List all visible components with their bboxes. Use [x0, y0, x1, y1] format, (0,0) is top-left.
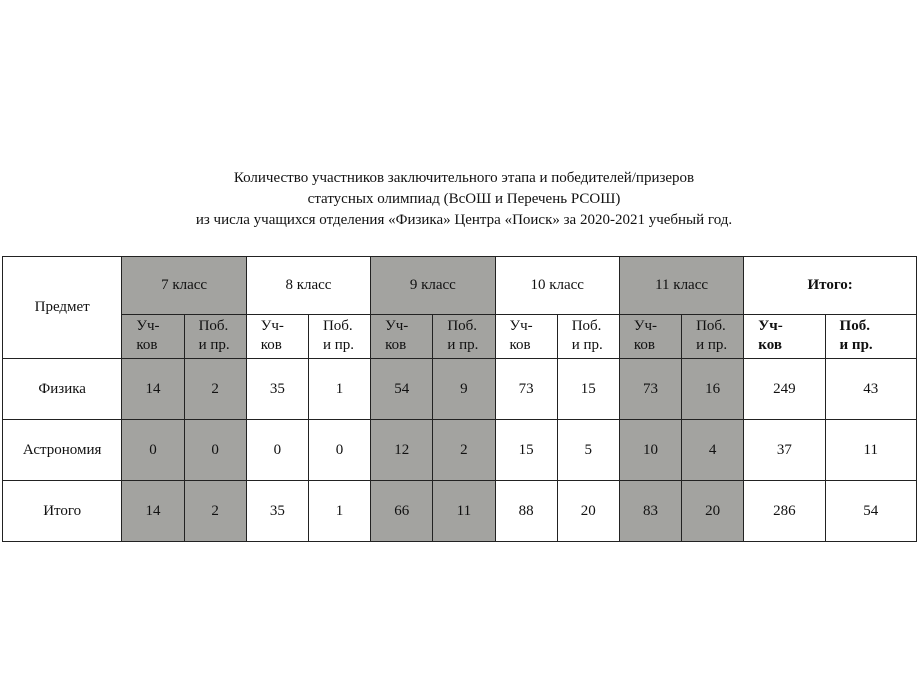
table-row — [3, 481, 917, 542]
group-header-10: 10 класс — [495, 257, 619, 315]
table-cell: 0 — [308, 420, 370, 481]
table-cell: 35 — [246, 359, 308, 420]
sub-header-bottom: и пр. — [198, 337, 230, 353]
table-cell: 0 — [122, 420, 184, 481]
sub-header-bottom: и пр. — [696, 337, 728, 353]
sub-header-winners — [682, 315, 744, 359]
sub-header-top: Уч- — [633, 318, 658, 334]
sub-header-participants — [371, 315, 433, 359]
sub-header-winners — [557, 315, 619, 359]
group-header-11: 11 класс — [619, 257, 743, 315]
table-cell: 15 — [495, 420, 557, 481]
document-title — [0, 168, 918, 231]
header-row-sub — [3, 315, 917, 359]
row-subject: Астрономия — [3, 420, 122, 481]
table-cell: 37 — [744, 420, 825, 481]
sub-header-top: Поб. — [447, 318, 478, 334]
sub-header-bottom: ков — [633, 337, 655, 353]
sub-header-participants — [495, 315, 557, 359]
row-subject: Физика — [3, 359, 122, 420]
table-cell: 1 — [308, 359, 370, 420]
sub-header-top: Уч- — [385, 318, 409, 334]
sub-header-participants — [122, 315, 184, 359]
sub-header-bottom: и пр. — [839, 337, 873, 353]
sub-header-bottom: и пр. — [322, 337, 354, 353]
table-cell: 12 — [371, 420, 433, 481]
sub-header-top: Уч- — [136, 318, 160, 334]
table-cell: 1 — [308, 481, 370, 542]
table-cell: 83 — [619, 481, 681, 542]
sub-header-top: Уч- — [260, 318, 284, 334]
sub-header-top: Поб. — [839, 318, 870, 334]
sub-header-participants — [619, 315, 681, 359]
sub-header-top: Поб. — [322, 318, 353, 334]
row-subject: Итого — [3, 481, 122, 542]
sub-header-bottom: и пр. — [571, 337, 603, 353]
table-cell: 11 — [825, 420, 916, 481]
table-cell: 11 — [433, 481, 495, 542]
table-cell: 88 — [495, 481, 557, 542]
table-cell: 73 — [495, 359, 557, 420]
table-cell: 15 — [557, 359, 619, 420]
sub-header-bottom: ков — [136, 337, 158, 353]
table-cell: 14 — [122, 481, 184, 542]
table-cell: 10 — [619, 420, 681, 481]
table-cell: 9 — [433, 359, 495, 420]
table-cell: 0 — [184, 420, 246, 481]
table-row — [3, 359, 917, 420]
table-cell: 286 — [744, 481, 825, 542]
sub-header-bottom: и пр. — [447, 337, 479, 353]
title-line-3: из числа учащихся отделения «Физика» Центра «Поиск» за 2020-2021 учебный год. — [195, 212, 733, 228]
group-header-7: 7 класс — [122, 257, 246, 315]
title-line-2: статусных олимпиад (ВсОШ и Перечень РСОШ) — [307, 191, 621, 207]
table-cell: 2 — [184, 481, 246, 542]
table-row — [3, 420, 917, 481]
table-cell: 4 — [682, 420, 744, 481]
table-cell: 5 — [557, 420, 619, 481]
table-cell: 249 — [744, 359, 825, 420]
header-row-groups — [3, 257, 917, 315]
table-cell: 20 — [557, 481, 619, 542]
table-cell: 54 — [825, 481, 916, 542]
subject-header: Предмет — [3, 257, 122, 359]
sub-header-bottom: ков — [509, 337, 531, 353]
table-cell: 0 — [246, 420, 308, 481]
table-cell: 54 — [371, 359, 433, 420]
group-header-8: 8 класс — [246, 257, 370, 315]
sub-header-participants — [246, 315, 308, 359]
table-cell: 73 — [619, 359, 681, 420]
sub-header-top: Поб. — [198, 318, 229, 334]
sub-header-bottom: ков — [758, 337, 782, 353]
table-cell: 2 — [184, 359, 246, 420]
sub-header-winners — [184, 315, 246, 359]
sub-header-bottom: ков — [385, 337, 407, 353]
sub-header-winners — [825, 315, 916, 359]
table-cell: 16 — [682, 359, 744, 420]
table-cell: 43 — [825, 359, 916, 420]
sub-header-bottom: ков — [260, 337, 282, 353]
sub-header-winners — [308, 315, 370, 359]
sub-header-top: Уч- — [509, 318, 533, 334]
table-cell: 14 — [122, 359, 184, 420]
table-cell: 35 — [246, 481, 308, 542]
group-header-9: 9 класс — [371, 257, 495, 315]
title-line-1: Количество участников заключительного этапа и победителей/призеров — [233, 170, 695, 186]
group-header-total: Итого: — [744, 257, 917, 315]
sub-header-top: Поб. — [696, 318, 726, 334]
table-cell: 2 — [433, 420, 495, 481]
sub-header-top: Уч- — [758, 318, 783, 334]
sub-header-participants — [744, 315, 825, 359]
table-cell: 20 — [682, 481, 744, 542]
olympiad-stats-table — [2, 256, 917, 542]
sub-header-winners — [433, 315, 495, 359]
sub-header-top: Поб. — [571, 318, 602, 334]
table-cell: 66 — [371, 481, 433, 542]
